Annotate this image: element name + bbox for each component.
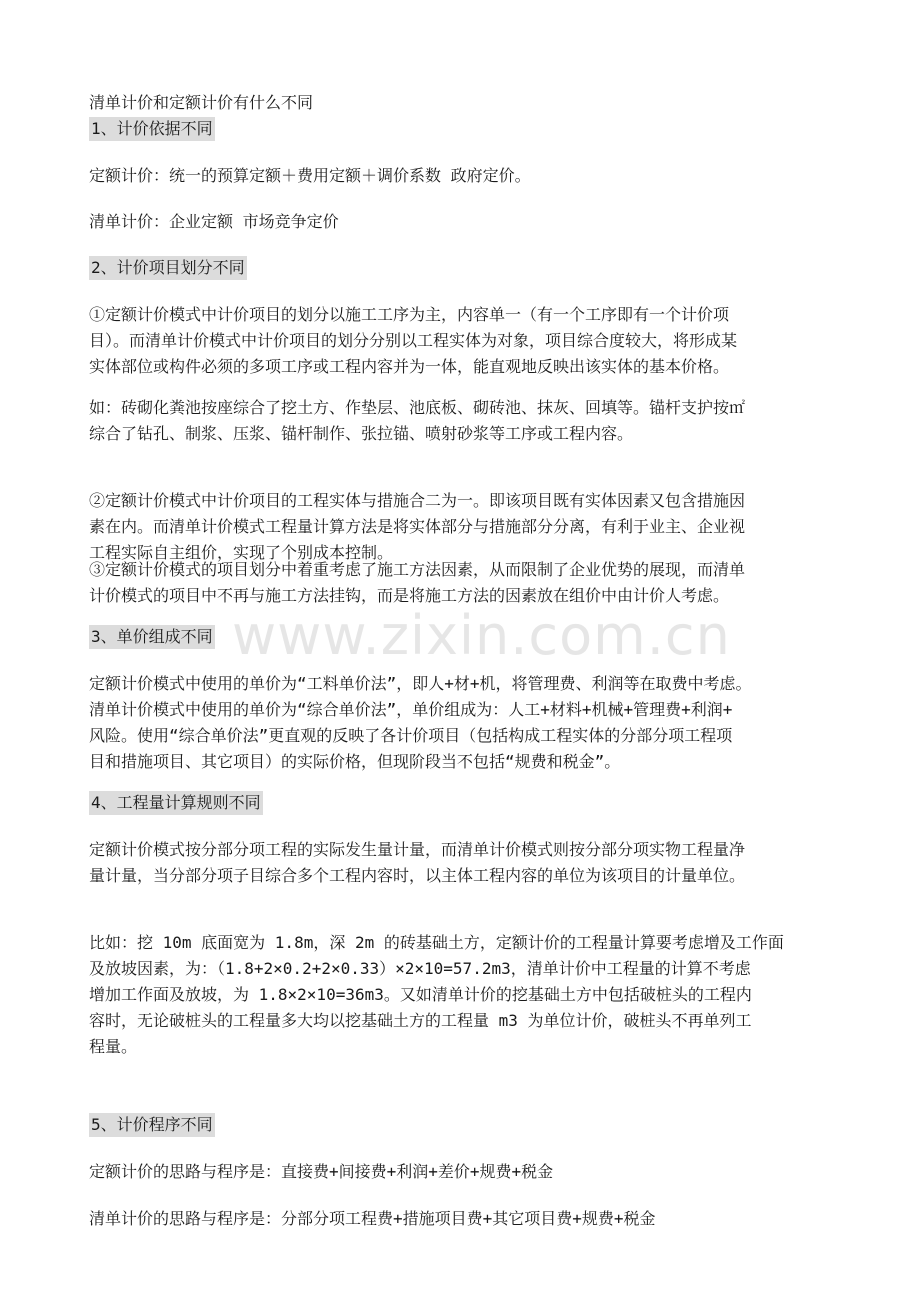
paragraph: [89, 930, 784, 1060]
paragraph: [89, 302, 737, 380]
paragraph-line: ①定额计价模式中计价项目的划分以施工工序为主，内容单一（有一个工序即有一个计价项: [89, 305, 730, 324]
paragraph-line: 定额计价模式按分部分项工程的实际发生量计量，而清单计价模式则按分部分项实物工程量净: [89, 840, 746, 859]
paragraph-line: 比如：挖 10m 底面宽为 1.8m，深 2m 的砖基础土方，定额计价的工程量计算要考虑增及工作面: [89, 933, 784, 952]
document-title: 清单计价和定额计价有什么不同: [89, 93, 314, 112]
section-heading: 5、计价程序不同: [89, 1113, 215, 1137]
paragraph-line: 工程实际自主组价，实现了个别成本控制。: [89, 543, 394, 562]
paragraph-line: 清单计价的思路与程序是：分部分项工程费+措施项目费+其它项目费+规费+税金: [89, 1209, 656, 1228]
paragraph: [89, 488, 745, 566]
paragraph-line: ②定额计价模式中计价项目的工程实体与措施合二为一。即该项目既有实体因素又包含措施因: [89, 491, 746, 510]
paragraph: [89, 1159, 553, 1185]
paragraph-line: 定额计价：统一的预算定额＋费用定额＋调价系数 政府定价。: [89, 166, 531, 185]
watermark: www.zixin.com.cn: [232, 604, 731, 667]
paragraph-line: 如：砖砌化粪池按座综合了挖土方、作垫层、池底板、砌砖池、抹灰、回填等。锚杆支护按㎡: [89, 398, 746, 417]
section-heading: 4、工程量计算规则不同: [89, 791, 263, 815]
paragraph-line: ③定额计价模式的项目划分中着重考虑了施工方法因素，从而限制了企业优势的展现，而清单: [89, 560, 746, 579]
paragraph-line: 清单计价模式中使用的单价为“综合单价法”，单价组成为：人工+材料+机械+管理费+利润+: [89, 700, 733, 719]
paragraph-line: 增加工作面及放坡，为 1.8×2×10=36m3。又如清单计价的挖基础土方中包括破桩头的工程内: [89, 985, 752, 1004]
paragraph-line: 程量。: [89, 1037, 138, 1056]
paragraph-line: 素在内。而清单计价模式工程量计算方法是将实体部分与措施部分分离，有利于业主、企业视: [89, 517, 746, 536]
paragraph-line: 目）。而清单计价模式中计价项目的划分分别以工程实体为对象，项目综合度较大，将形成某: [89, 331, 738, 350]
section-heading: 2、计价项目划分不同: [89, 256, 247, 280]
paragraph: [89, 163, 531, 189]
paragraph-line: 及放坡因素，为：（1.8+2×0.2+2×0.33）×2×10=57.2m3，清单计价中工程量的计算不考虑: [89, 959, 751, 978]
paragraph-line: 目和措施项目、其它项目）的实际价格，但现阶段当不包括“规费和税金”。: [89, 752, 621, 771]
paragraph-line: 风险。使用“综合单价法”更直观的反映了各计价项目（包括构成工程实体的分部分项工程项: [89, 726, 733, 745]
paragraph: [89, 837, 745, 889]
paragraph-line: 清单计价：企业定额 市场竞争定价: [89, 212, 339, 231]
paragraph: [89, 395, 745, 447]
paragraph: [89, 557, 745, 609]
paragraph-line: 容时，无论破桩头的工程量多大均以挖基础土方的工程量 m3 为单位计价，破桩头不再单列工: [89, 1011, 752, 1030]
paragraph-line: 综合了钻孔、制浆、压浆、锚杆制作、张拉锚、喷射砂浆等工序或工程内容。: [89, 424, 634, 443]
paragraph-line: 定额计价的思路与程序是：直接费+间接费+利润+差价+规费+税金: [89, 1162, 554, 1181]
paragraph-line: 定额计价模式中使用的单价为“工料单价法”，即人+材+机，将管理费、利润等在取费中考虑。: [89, 674, 752, 693]
paragraph: [89, 209, 339, 235]
section-heading: 1、计价依据不同: [89, 117, 215, 141]
paragraph: [89, 1206, 656, 1232]
section-heading: 3、单价组成不同: [89, 625, 215, 649]
paragraph-line: 量计量，当分部分项子目综合多个工程内容时，以主体工程内容的单位为该项目的计量单位。: [89, 866, 746, 885]
paragraph-line: 实体部位或构件必须的多项工序或工程内容并为一体，能直观地反映出该实体的基本价格。: [89, 357, 730, 376]
paragraph: [89, 671, 752, 775]
paragraph-line: 计价模式的项目中不再与施工方法挂钩，而是将施工方法的因素放在组价中由计价人考虑。: [89, 586, 730, 605]
